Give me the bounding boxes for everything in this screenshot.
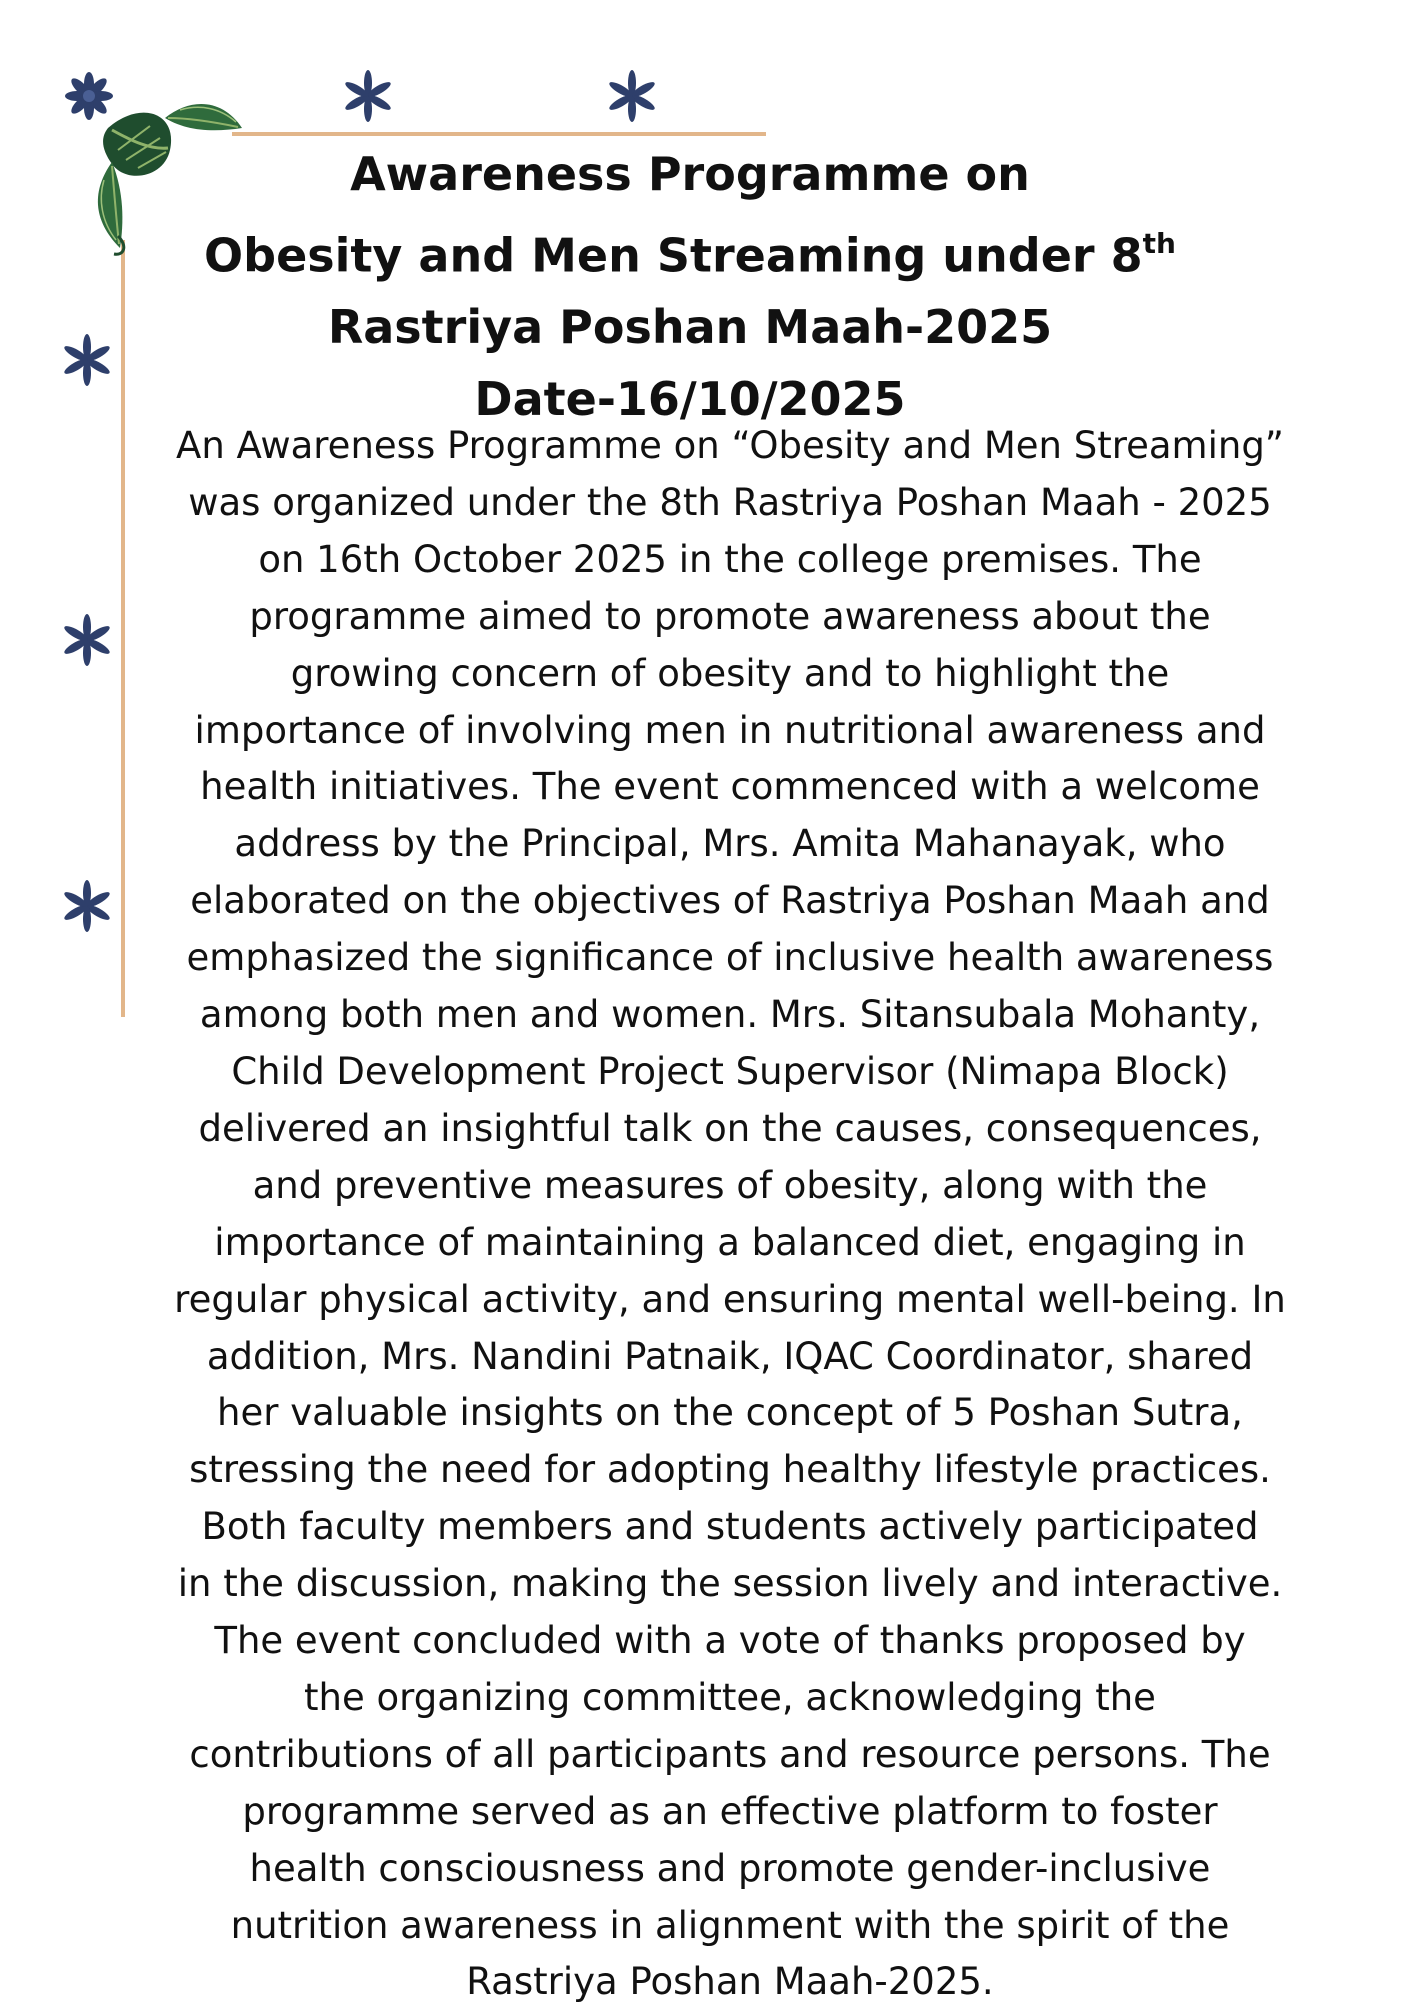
asterisk-star-icon [607,70,656,122]
paragraph-line: regular physical activity, and ensuring mental well-being. In [174,1277,1286,1321]
asterisk-star-icon [62,334,111,386]
paragraph-line: and preventive measures of obesity, along with the [252,1163,1208,1207]
paragraph-line: address by the Principal, Mrs. Amita Mahanayak, who [234,822,1226,866]
paragraph-line: growing concern of obesity and to highlight the [290,651,1170,695]
paragraph-line: programme served as an effective platform to foster [242,1789,1218,1833]
paragraph-line: among both men and women. Mrs. Sitansubala Mohanty, [199,993,1261,1037]
paragraph-line: emphasized the significance of inclusive health awareness [186,936,1274,980]
asterisk-star-icon [62,880,111,932]
paragraph-line: stressing the need for adopting healthy lifestyle practices. [189,1448,1271,1492]
document-title [190,138,1190,435]
paragraph-line: The event concluded with a vote of thanks proposed by [214,1619,1246,1663]
paragraph-line: programme aimed to promote awareness about the [249,594,1211,638]
paragraph-line: her valuable insights on the concept of 5 Poshan Sutra, [217,1391,1243,1435]
title-line-1: Awareness Programme on [350,147,1030,201]
title-line-2-text: Obesity and Men Streaming under 8 [204,228,1143,283]
title-line-2 [190,210,1190,291]
report-paragraph [140,418,1320,2011]
paragraph-line: Both faculty members and students actively participated [201,1505,1259,1549]
paragraph-line: on 16th October 2025 in the college premises. The [258,537,1202,581]
paragraph-line: health initiatives. The event commenced with a welcome [200,765,1260,809]
flower-star-icon [65,72,113,120]
paragraph-line: health consciousness and promote gender-inclusive [249,1846,1211,1890]
paragraph-line: delivered an insightful talk on the causes, consequences, [198,1106,1262,1150]
paragraph-line: Child Development Project Supervisor (Nimapa Block) [231,1049,1229,1093]
paragraph-line: was organized under the 8th Rastriya Poshan Maah - 2025 [188,480,1272,524]
title-superscript: th [1142,227,1176,260]
paragraph-line: elaborated on the objectives of Rastriya Poshan Maah and [190,879,1270,923]
paragraph-line: An Awareness Programme on “Obesity and Men Streaming” [176,424,1284,467]
asterisk-star-icon [343,70,392,122]
event-date: Date-16/10/2025 [474,372,906,427]
title-line-3: Rastriya Poshan Maah-2025 [327,300,1053,355]
asterisk-star-icon [62,614,111,666]
paragraph-line: nutrition awareness in alignment with the spirit of the [230,1903,1230,1947]
paragraph-line: contributions of all participants and resource persons. The [189,1732,1271,1776]
paragraph-line: importance of involving men in nutritional awareness and [194,708,1266,752]
paragraph-line: addition, Mrs. Nandini Patnaik, IQAC Coordinator, shared [206,1334,1254,1378]
paragraph-line: the organizing committee, acknowledging the [304,1675,1156,1719]
paragraph-line: in the discussion, making the session lively and interactive. [177,1562,1283,1606]
paragraph-line: Rastriya Poshan Maah-2025. [466,1960,994,2004]
paragraph-line: importance of maintaining a balanced diet, engaging in [214,1220,1246,1264]
